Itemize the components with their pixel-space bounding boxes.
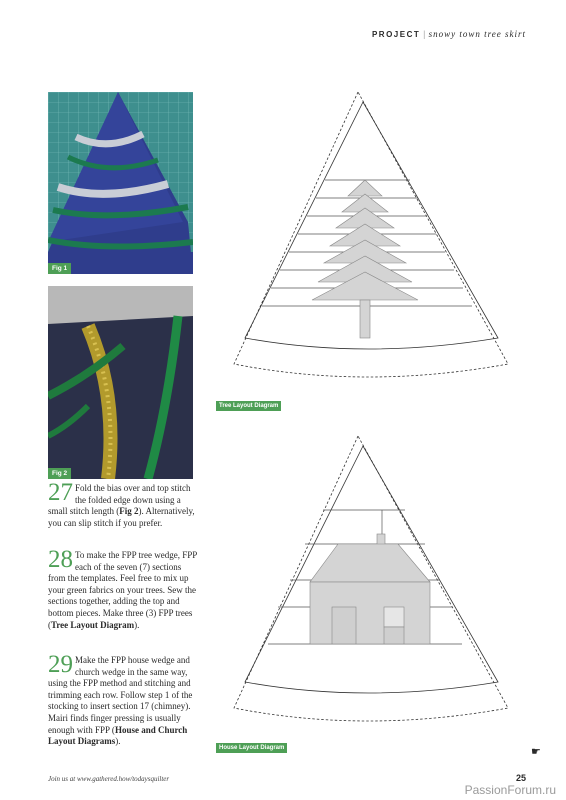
step-text: ). Alternatively, you can slip stitch if you prefer. bbox=[48, 506, 195, 528]
step-text: ). bbox=[115, 736, 121, 747]
header-title: snowy town tree skirt bbox=[428, 29, 526, 39]
step-reference: Fig 2 bbox=[119, 506, 139, 517]
step-number: 29 bbox=[48, 651, 73, 678]
step-29 bbox=[48, 651, 198, 748]
step-number: 28 bbox=[48, 546, 73, 573]
fig1-label: Fig 1 bbox=[48, 263, 71, 274]
header-separator: | bbox=[423, 29, 426, 39]
step-28 bbox=[48, 546, 198, 631]
house-diagram-label: House Layout Diagram bbox=[216, 743, 287, 753]
footer-text: Join us at www.gathered.how/todaysquilter bbox=[48, 775, 170, 783]
fig2-photo bbox=[48, 286, 193, 479]
pointing-hand-icon: ☛ bbox=[531, 746, 541, 758]
page-number: 25 bbox=[516, 773, 527, 783]
house-layout-diagram bbox=[230, 432, 515, 732]
step-text: Fold the bias over and top stitch the folded edge down using a small stitch length ( bbox=[48, 483, 191, 517]
fig1-photo bbox=[48, 92, 193, 274]
step-27 bbox=[48, 479, 198, 529]
step-text: Make the FPP house wedge and church wedge in the same way, using the FPP method and stitching and trimming each row. Follow step 1 of the stocking to insert section 17 (chimney). Mairi finds finger pressing is usually enough with FPP ( bbox=[48, 655, 193, 735]
fig1-illustration bbox=[48, 92, 193, 274]
step-reference: Tree Layout Diagram bbox=[51, 619, 135, 630]
step-text: To make the FPP tree wedge, FPP each of the seven (7) sections from the templates. Feel free to mix up your green fabrics on your trees. Sew the sections together, adding the top and bottom pieces. Make three (3) FPP trees ( bbox=[48, 550, 197, 630]
fig2-illustration bbox=[48, 286, 193, 479]
tree-layout-diagram bbox=[230, 88, 515, 388]
step-text: ). bbox=[134, 619, 140, 630]
step-reference: House and Church Layout Diagrams bbox=[48, 724, 188, 747]
running-header bbox=[372, 29, 526, 39]
watermark: PassionForum.ru bbox=[464, 783, 556, 797]
fig2-label: Fig 2 bbox=[48, 468, 71, 479]
header-project: PROJECT bbox=[371, 30, 421, 39]
tree-diagram-label: Tree Layout Diagram bbox=[216, 401, 281, 411]
step-number: 27 bbox=[48, 479, 73, 506]
